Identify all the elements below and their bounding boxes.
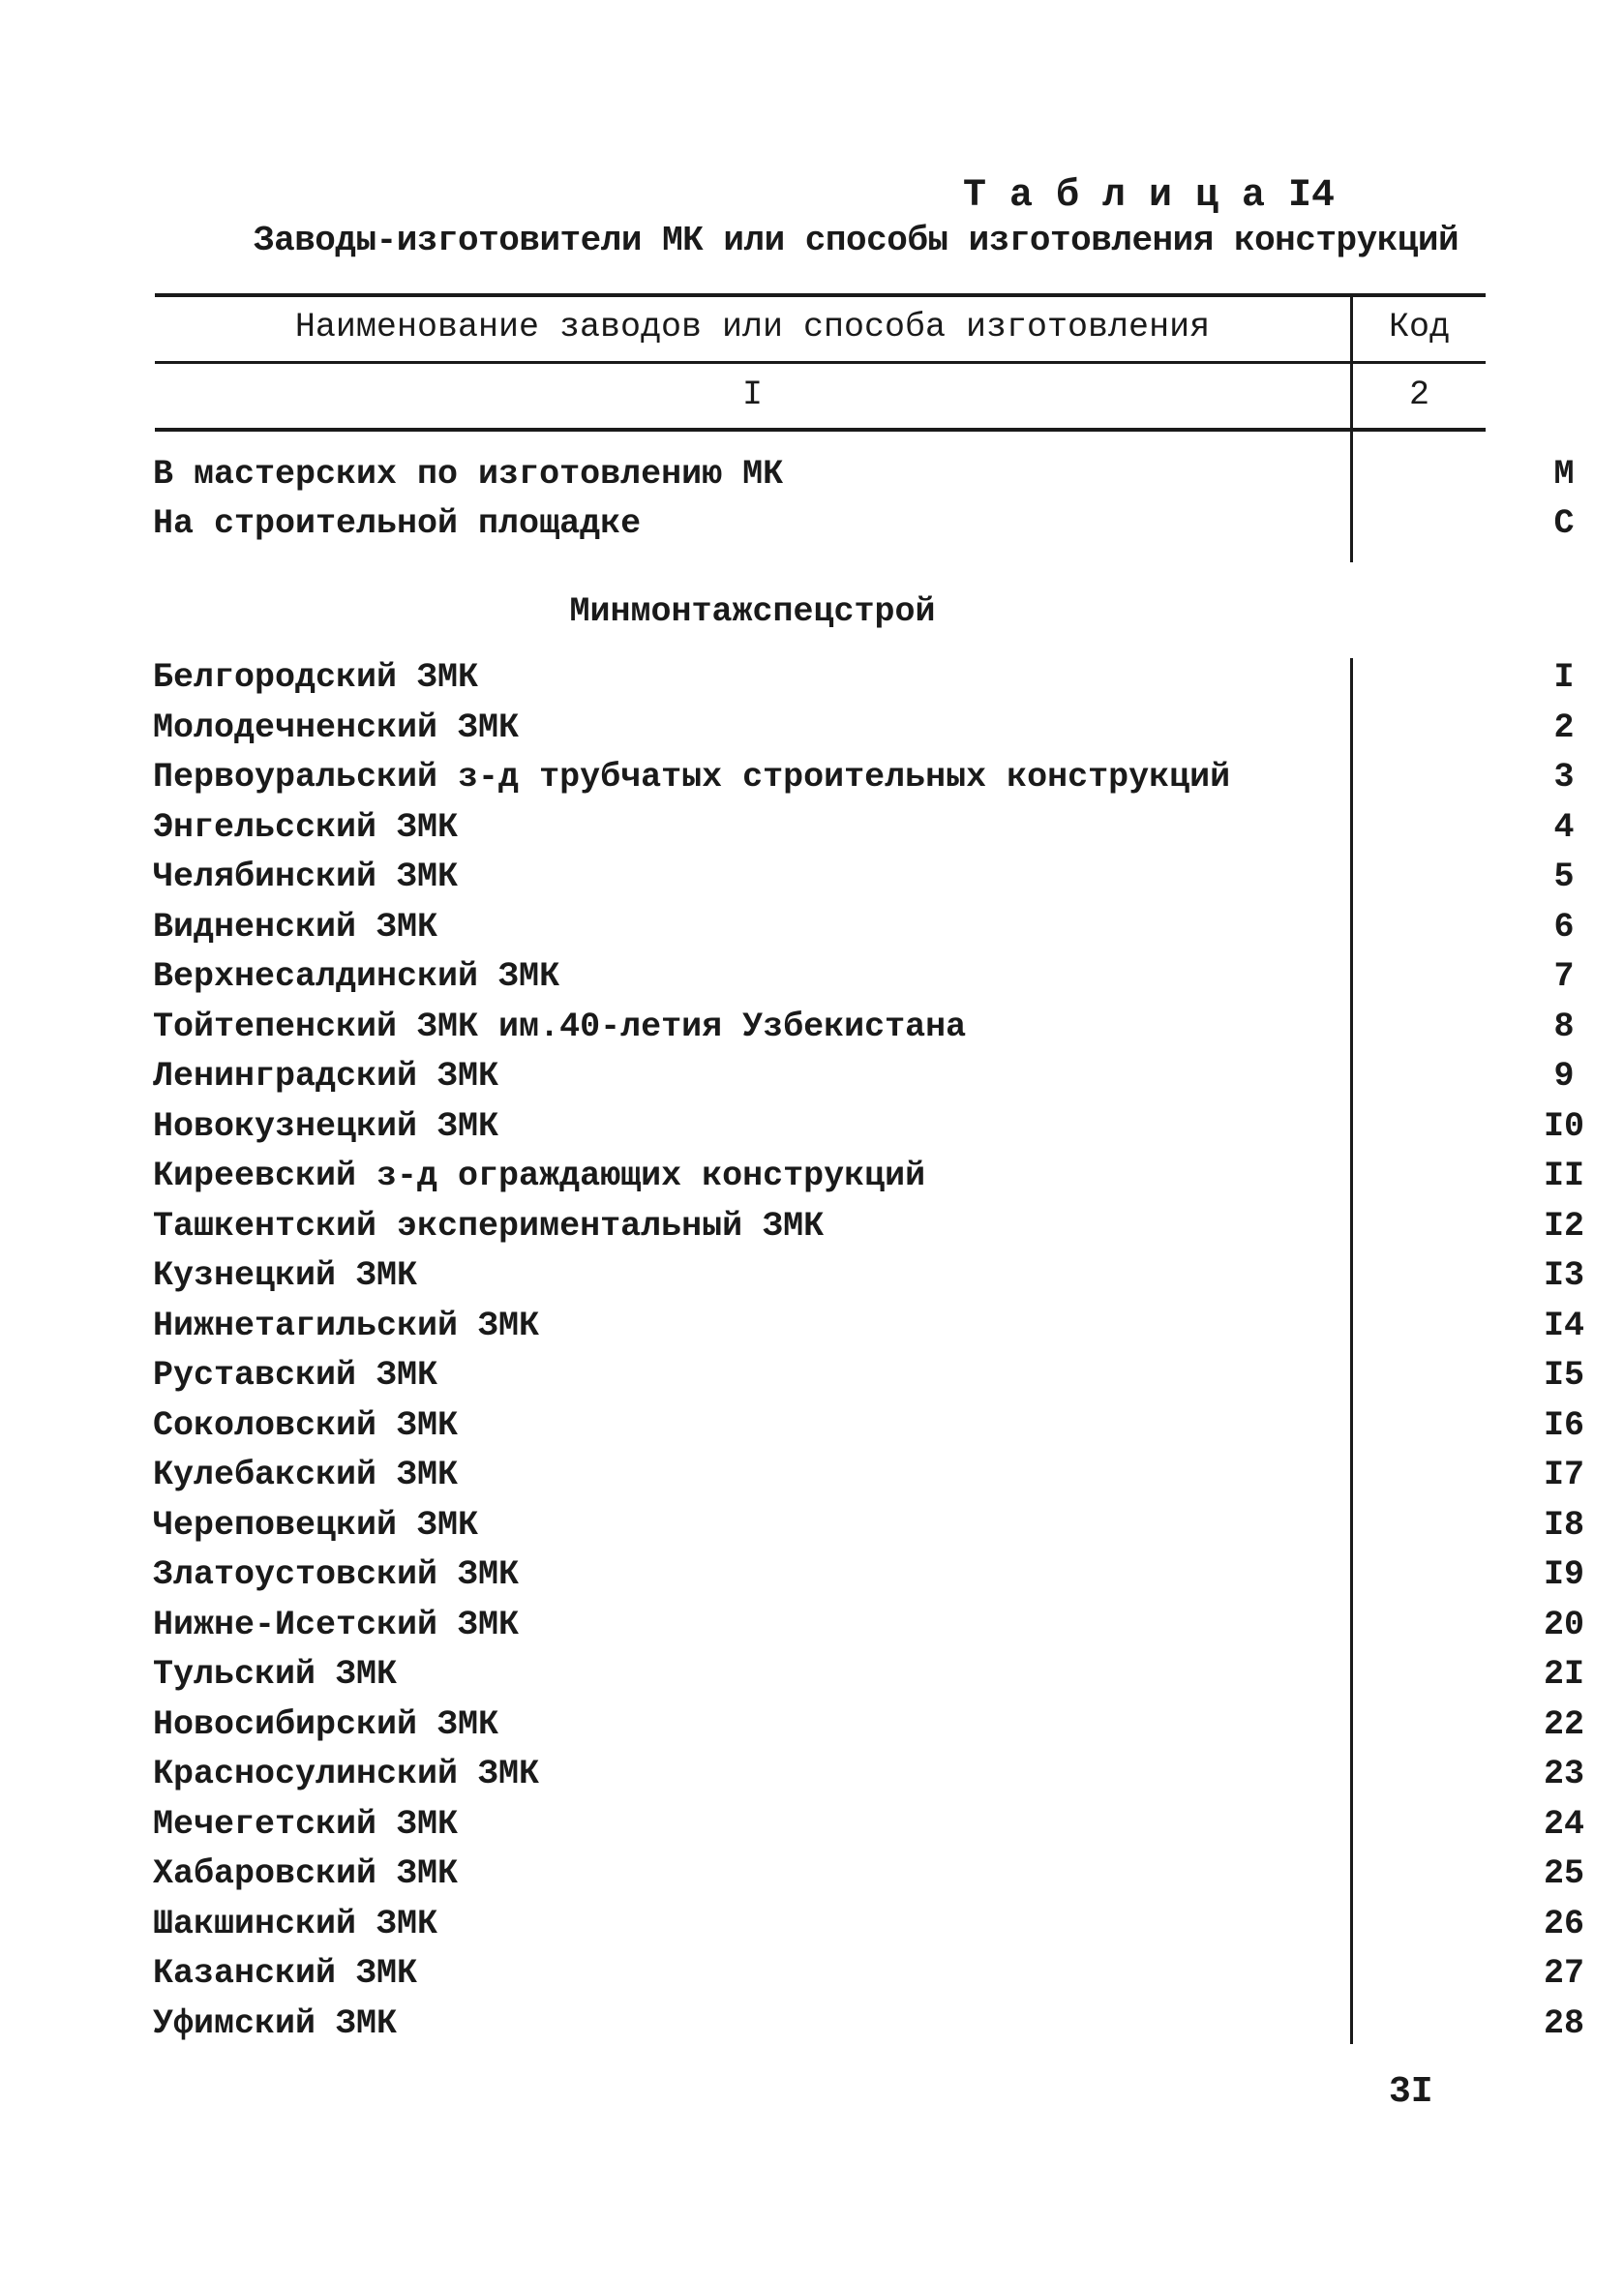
table-title: Заводы-изготовители МК или способы изготовления конструкций: [254, 221, 1459, 260]
plant-code: 6: [1553, 907, 1575, 947]
method-code: М: [1553, 455, 1575, 494]
plant-name: Тульский ЗМК: [153, 1655, 398, 1694]
plant-name: Первоуральский з-д трубчатых строительных конструкций: [153, 758, 1231, 797]
plant-name: Красносулинский ЗМК: [153, 1755, 540, 1793]
table-number: Т а б л и ц а I4: [963, 174, 1336, 218]
plant-row: [153, 2003, 1584, 2053]
plant-row: [153, 1755, 1584, 1803]
plant-name: Кулебакский ЗМК: [153, 1456, 459, 1494]
plant-row: [153, 1157, 1584, 1205]
plant-code: 9: [1553, 1057, 1575, 1096]
plant-name: Новосибирский ЗМК: [153, 1704, 499, 1744]
plant-code: I9: [1543, 1555, 1584, 1594]
plant-name: Верхнесалдинский ЗМК: [153, 957, 560, 996]
plant-code: I: [1553, 658, 1575, 697]
plant-row: [153, 1605, 1584, 1654]
header-code-column: Код: [1388, 308, 1450, 346]
plant-code: 26: [1543, 1904, 1584, 1943]
plant-name: Челябинский ЗМК: [153, 858, 459, 896]
plant-code: 4: [1553, 807, 1575, 847]
plant-row: [153, 1904, 1584, 1953]
plant-code: 2: [1553, 707, 1575, 747]
plant-name: Мечегетский ЗМК: [153, 1804, 459, 1844]
plant-code: 3: [1553, 758, 1575, 797]
plant-row: [153, 1206, 1584, 1255]
plant-row: [153, 1356, 1584, 1404]
plant-name: Соколовский ЗМК: [153, 1405, 459, 1445]
section-heading: Минмонтажспецстрой: [569, 592, 936, 631]
plant-row: [153, 658, 1575, 707]
plant-name: Тойтепенский ЗМК им.40-летия Узбекистана: [153, 1007, 967, 1046]
plant-name: Хабаровский ЗМК: [153, 1854, 459, 1893]
plant-row: [153, 1007, 1575, 1056]
plant-name: Кузнецкий ЗМК: [153, 1256, 418, 1295]
plant-name: Энгельсский ЗМК: [153, 807, 459, 847]
plant-row: [153, 1456, 1584, 1504]
header-top-rule: [155, 293, 1486, 297]
header-bottom-rule: [155, 428, 1486, 432]
plant-code: 8: [1553, 1007, 1575, 1046]
plant-name: Молодечненский ЗМК: [153, 707, 520, 747]
page-number: 3I: [1389, 2071, 1433, 2113]
plant-row: [153, 858, 1575, 906]
column-number-2: 2: [1408, 376, 1429, 414]
plant-row: [153, 957, 1575, 1006]
method-code: С: [1553, 504, 1575, 543]
plant-name: Киреевский з-д ограждающих конструкций: [153, 1157, 926, 1195]
plant-code: 24: [1543, 1804, 1584, 1844]
plant-name: Ташкентский экспериментальный ЗМК: [153, 1206, 825, 1246]
plant-code: 20: [1543, 1605, 1584, 1644]
plant-code: 27: [1543, 1954, 1584, 1993]
plant-row: [153, 1306, 1584, 1355]
plant-row: [153, 1405, 1584, 1455]
plant-row: [153, 758, 1575, 806]
plant-code: I5: [1543, 1356, 1584, 1395]
plant-name: Уфимский ЗМК: [153, 2003, 398, 2043]
plant-code: I3: [1543, 1256, 1584, 1295]
plant-row: [153, 1106, 1584, 1156]
plant-code: 23: [1543, 1755, 1584, 1793]
plant-row: [153, 707, 1575, 757]
plant-row: [153, 807, 1575, 857]
method-name: На строительной площадке: [153, 504, 642, 543]
plant-row: [153, 1704, 1584, 1754]
plant-code: I4: [1543, 1306, 1584, 1345]
method-row: [153, 504, 1575, 553]
plant-name: Нижне-Исетский ЗМК: [153, 1605, 520, 1644]
plant-code: II: [1543, 1157, 1584, 1195]
plant-row: [153, 1804, 1584, 1853]
plant-code: I8: [1543, 1505, 1584, 1545]
plant-row: [153, 1057, 1575, 1105]
plant-name: Шакшинский ЗМК: [153, 1904, 438, 1943]
plant-name: Златоустовский ЗМК: [153, 1555, 520, 1594]
plant-row: [153, 1256, 1584, 1305]
plant-row: [153, 1655, 1584, 1703]
plant-row: [153, 1555, 1584, 1604]
plant-name: Казанский ЗМК: [153, 1954, 418, 1993]
plant-name: Череповецкий ЗМК: [153, 1505, 479, 1545]
plant-name: Белгородский ЗМК: [153, 658, 479, 697]
method-row: [153, 455, 1575, 503]
plant-code: 28: [1543, 2003, 1584, 2043]
plant-code: I6: [1543, 1405, 1584, 1445]
plant-name: Видненский ЗМК: [153, 907, 438, 947]
plant-name: Ленинградский ЗМК: [153, 1057, 499, 1096]
plant-row: [153, 1505, 1584, 1554]
plant-code: I0: [1543, 1106, 1584, 1146]
header-name-column: Наименование заводов или способа изготовления: [294, 308, 1211, 346]
plant-code: 2I: [1543, 1655, 1584, 1694]
plant-code: I2: [1543, 1206, 1584, 1246]
method-name: В мастерских по изготовлению МК: [153, 455, 784, 494]
plant-name: Нижнетагильский ЗМК: [153, 1306, 540, 1345]
header-mid-rule: [155, 361, 1486, 364]
column-number-1: I: [741, 376, 763, 414]
plant-row: [153, 907, 1575, 956]
plant-name: Руставский ЗМК: [153, 1356, 438, 1395]
plant-code: I7: [1543, 1456, 1584, 1494]
plant-name: Новокузнецкий ЗМК: [153, 1106, 499, 1146]
plant-row: [153, 1954, 1584, 2002]
plant-row: [153, 1854, 1584, 1903]
plant-code: 22: [1543, 1704, 1584, 1744]
plant-code: 5: [1553, 858, 1575, 896]
plant-code: 25: [1543, 1854, 1584, 1893]
plant-code: 7: [1553, 957, 1575, 996]
